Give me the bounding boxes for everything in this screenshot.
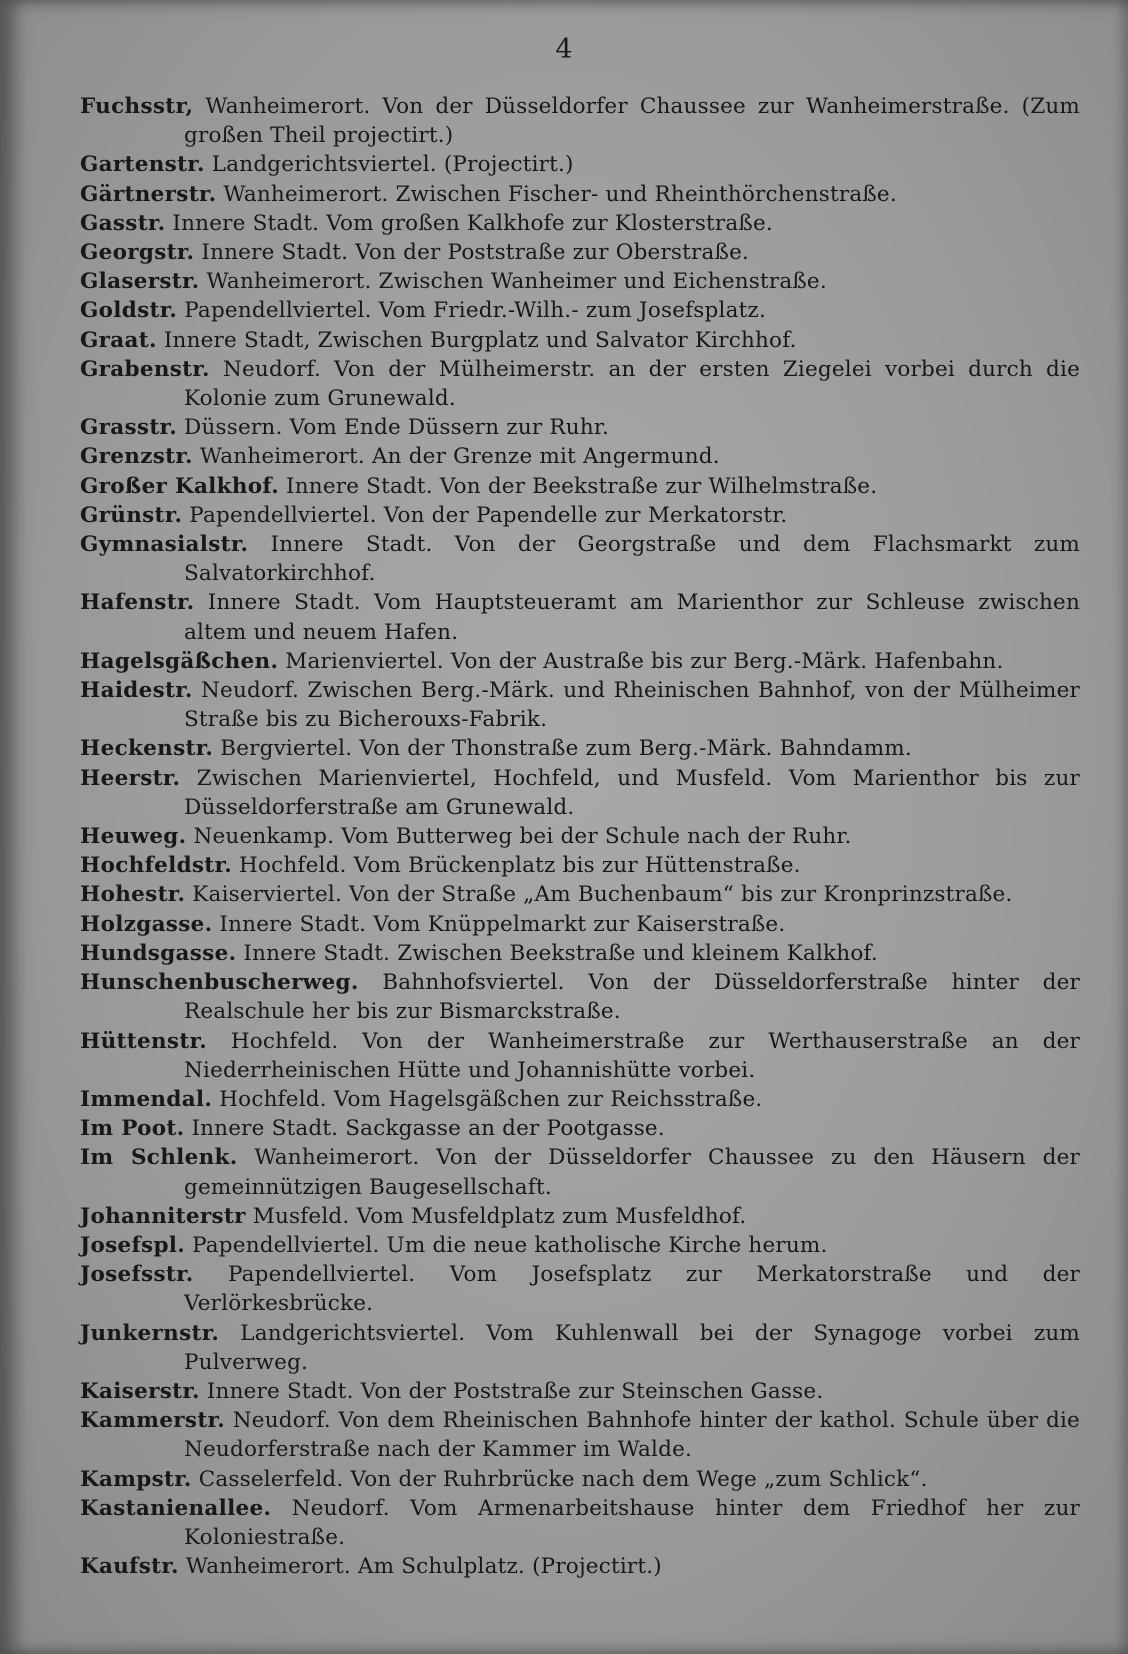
street-description: Marienviertel. Von der Austraße bis zur Berg.-Märk. Hafenbahn.	[285, 648, 1004, 674]
street-name: Kastanienallee.	[80, 1495, 272, 1521]
street-name: Hagelsgäßchen.	[80, 648, 279, 674]
street-entry	[80, 92, 1080, 150]
street-entry	[80, 851, 1080, 880]
street-entry	[80, 734, 1080, 763]
street-entry	[80, 1319, 1080, 1377]
street-entry	[80, 413, 1080, 442]
street-entry	[80, 588, 1080, 646]
street-description: Musfeld. Vom Musfeldplatz zum Musfeldhof.	[252, 1203, 747, 1229]
street-name: Holzgasse.	[80, 911, 213, 937]
street-name: Hunschenbuscherweg.	[80, 970, 359, 996]
street-entry	[80, 180, 1080, 209]
street-name: Junkernstr.	[80, 1320, 220, 1346]
street-name: Heuweg.	[80, 824, 187, 850]
street-entry	[80, 1085, 1080, 1114]
street-description: Hochfeld. Vom Brückenplatz bis zur Hüttenstraße.	[239, 853, 801, 879]
street-description: Papendellviertel. Vom Josefsplatz zur Merkatorstraße und der Verlörkesbrücke.	[184, 1262, 1080, 1317]
street-name: Kaufstr.	[80, 1554, 179, 1580]
street-name: Grenzstr.	[80, 444, 193, 470]
street-entry	[80, 472, 1080, 501]
street-name: Kaiserstr.	[80, 1378, 200, 1404]
street-description: Neudorf. Vom Armenarbeitshause hinter dem Friedhof her zur Koloniestraße.	[184, 1495, 1080, 1550]
street-name: Kampstr.	[80, 1466, 192, 1492]
street-entry	[80, 150, 1080, 179]
street-entry	[80, 1494, 1080, 1552]
street-description: Neuenkamp. Vom Butterweg bei der Schule nach der Ruhr.	[193, 824, 852, 850]
street-description: Innere Stadt, Zwischen Burgplatz und Salvator Kirchhof.	[163, 327, 797, 353]
street-entry	[80, 1114, 1080, 1143]
street-entry	[80, 764, 1080, 822]
street-directory-list	[80, 92, 1080, 1581]
street-entry	[80, 501, 1080, 530]
street-entry	[80, 1143, 1080, 1201]
street-description: Papendellviertel. Von der Papendelle zur Merkatorstr.	[189, 502, 788, 528]
street-name: Immendal.	[80, 1086, 213, 1112]
street-entry	[80, 822, 1080, 851]
street-entry	[80, 1260, 1080, 1318]
street-entry	[80, 676, 1080, 734]
street-description: Landgerichtsviertel. (Projectirt.)	[211, 152, 574, 178]
street-name: Gasstr.	[80, 210, 166, 236]
street-entry	[80, 1231, 1080, 1260]
street-entry	[80, 355, 1080, 413]
street-entry	[80, 1465, 1080, 1494]
street-description: Düssern. Vom Ende Düssern zur Ruhr.	[184, 415, 610, 441]
street-name: Josefsstr.	[80, 1262, 194, 1288]
street-name: Heckenstr.	[80, 736, 214, 762]
street-name: Grabenstr.	[80, 356, 210, 382]
street-entry	[80, 267, 1080, 296]
street-entry	[80, 1552, 1080, 1581]
street-description: Landgerichtsviertel. Vom Kuhlenwall bei der Synagoge vorbei zum Pulverweg.	[184, 1320, 1080, 1375]
street-name: Heerstr.	[80, 765, 181, 791]
street-description: Wanheimerort. Zwischen Fischer- und Rheinthörchenstraße.	[223, 181, 897, 207]
street-entry	[80, 647, 1080, 676]
street-name: Haidestr.	[80, 678, 193, 704]
street-description: Neudorf. Von dem Rheinischen Bahnhofe hinter der kathol. Schule über die Neudorferstraße nach der Kammer im Walde.	[184, 1408, 1080, 1463]
street-entry	[80, 442, 1080, 471]
street-description: Bahnhofsviertel. Von der Düsseldorferstraße hinter der Realschule her bis zur Bismarckstraße.	[184, 970, 1080, 1025]
street-description: Innere Stadt. Von der Beekstraße zur Wilhelmstraße.	[286, 473, 878, 499]
street-name: Goldstr.	[80, 298, 178, 324]
street-entry	[80, 326, 1080, 355]
street-description: Papendellviertel. Vom Friedr.-Wilh.- zum Josefsplatz.	[184, 298, 766, 324]
street-name: Hüttenstr.	[80, 1028, 207, 1054]
street-entry	[80, 296, 1080, 325]
street-entry	[80, 910, 1080, 939]
street-entry	[80, 880, 1080, 909]
street-name: Fuchsstr,	[80, 94, 194, 119]
street-description: Casselerfeld. Von der Ruhrbrücke nach dem Wege „zum Schlick“.	[198, 1466, 928, 1492]
street-description: Wanheimerort. Zwischen Wanheimer und Eichenstraße.	[206, 269, 827, 295]
street-name: Gymnasialstr.	[80, 532, 249, 558]
street-name: Im Schlenk.	[80, 1145, 238, 1171]
street-description: Innere Stadt. Sackgasse an der Pootgasse.	[191, 1116, 665, 1142]
street-entry	[80, 1027, 1080, 1085]
street-entry	[80, 238, 1080, 267]
street-description: Innere Stadt. Von der Georgstraße und dem Flachsmarkt zum Salvatorkirchhof.	[184, 532, 1080, 587]
street-description: Innere Stadt. Vom großen Kalkhofe zur Klosterstraße.	[172, 210, 773, 236]
street-description: Innere Stadt. Von der Poststraße zur Oberstraße.	[201, 240, 750, 266]
street-entry	[80, 530, 1080, 588]
street-description: Kaiserviertel. Von der Straße „Am Buchenbaum“ bis zur Kronprinzstraße.	[192, 882, 1013, 908]
street-entry	[80, 209, 1080, 238]
street-description: Neudorf. Von der Mülheimerstr. an der ersten Ziegelei vorbei durch die Kolonie zum Grunewald.	[184, 356, 1080, 412]
street-description: Neudorf. Zwischen Berg.-Märk. und Rheinischen Bahnhof, von der Mülheimer Straße bis zu Bicherouxs-Fabrik.	[184, 678, 1080, 733]
street-name: Gärtnerstr.	[80, 181, 217, 207]
street-entry	[80, 1377, 1080, 1406]
street-name: Josefspl.	[80, 1232, 186, 1258]
street-name: Hafenstr.	[80, 590, 195, 616]
street-description: Wanheimerort. Von der Düsseldorfer Chaussee zur Wanheimerstraße. (Zum großen Theil projectirt.)	[184, 94, 1080, 149]
street-name: Großer Kalkhof.	[80, 473, 279, 499]
street-entry	[80, 1202, 1080, 1231]
street-name: Graat.	[80, 327, 157, 353]
street-description: Innere Stadt. Vom Knüppelmarkt zur Kaiserstraße.	[219, 911, 786, 937]
street-description: Hochfeld. Vom Hagelsgäßchen zur Reichsstraße.	[219, 1086, 763, 1112]
street-description: Innere Stadt. Zwischen Beekstraße und kleinem Kalkhof.	[243, 940, 878, 966]
street-description: Zwischen Marienviertel, Hochfeld, und Musfeld. Vom Marienthor bis zur Düsseldorferstraße am Grunewald.	[184, 765, 1080, 820]
page-number: 4	[555, 34, 573, 65]
street-entry	[80, 968, 1080, 1026]
street-name: Grünstr.	[80, 502, 183, 528]
street-description: Wanheimerort. Von der Düsseldorfer Chaussee zu den Häusern der gemeinnützigen Baugesellschaft.	[184, 1145, 1080, 1200]
street-name: Gartenstr.	[80, 152, 205, 178]
street-name: Glaserstr.	[80, 269, 200, 295]
street-description: Wanheimerort. Am Schulplatz. (Projectirt.)	[185, 1554, 662, 1580]
street-description: Papendellviertel. Um die neue katholische Kirche herum.	[192, 1232, 828, 1258]
street-entry	[80, 1406, 1080, 1464]
street-entry	[80, 939, 1080, 968]
street-name: Hochfeldstr.	[80, 853, 232, 879]
street-name: Hundsgasse.	[80, 940, 237, 966]
street-description: Bergviertel. Von der Thonstraße zum Berg.-Märk. Bahndamm.	[220, 736, 912, 762]
street-name: Kammerstr.	[80, 1408, 225, 1434]
street-name: Georgstr.	[80, 240, 195, 266]
street-description: Hochfeld. Von der Wanheimerstraße zur Werthauserstraße an der Niederrheinischen Hütte und Johannishütte vorbei.	[184, 1028, 1080, 1083]
street-description: Innere Stadt. Von der Poststraße zur Steinschen Gasse.	[206, 1378, 824, 1404]
street-name: Im Poot.	[80, 1116, 185, 1142]
street-name: Grasstr.	[80, 415, 177, 441]
street-name: Hohestr.	[80, 882, 186, 908]
street-description: Wanheimerort. An der Grenze mit Angermund.	[199, 444, 720, 470]
street-name: Johanniterstr	[80, 1203, 246, 1229]
street-description: Innere Stadt. Vom Hauptsteueramt am Marienthor zur Schleuse zwischen altem und neuem Hafen.	[184, 590, 1080, 645]
